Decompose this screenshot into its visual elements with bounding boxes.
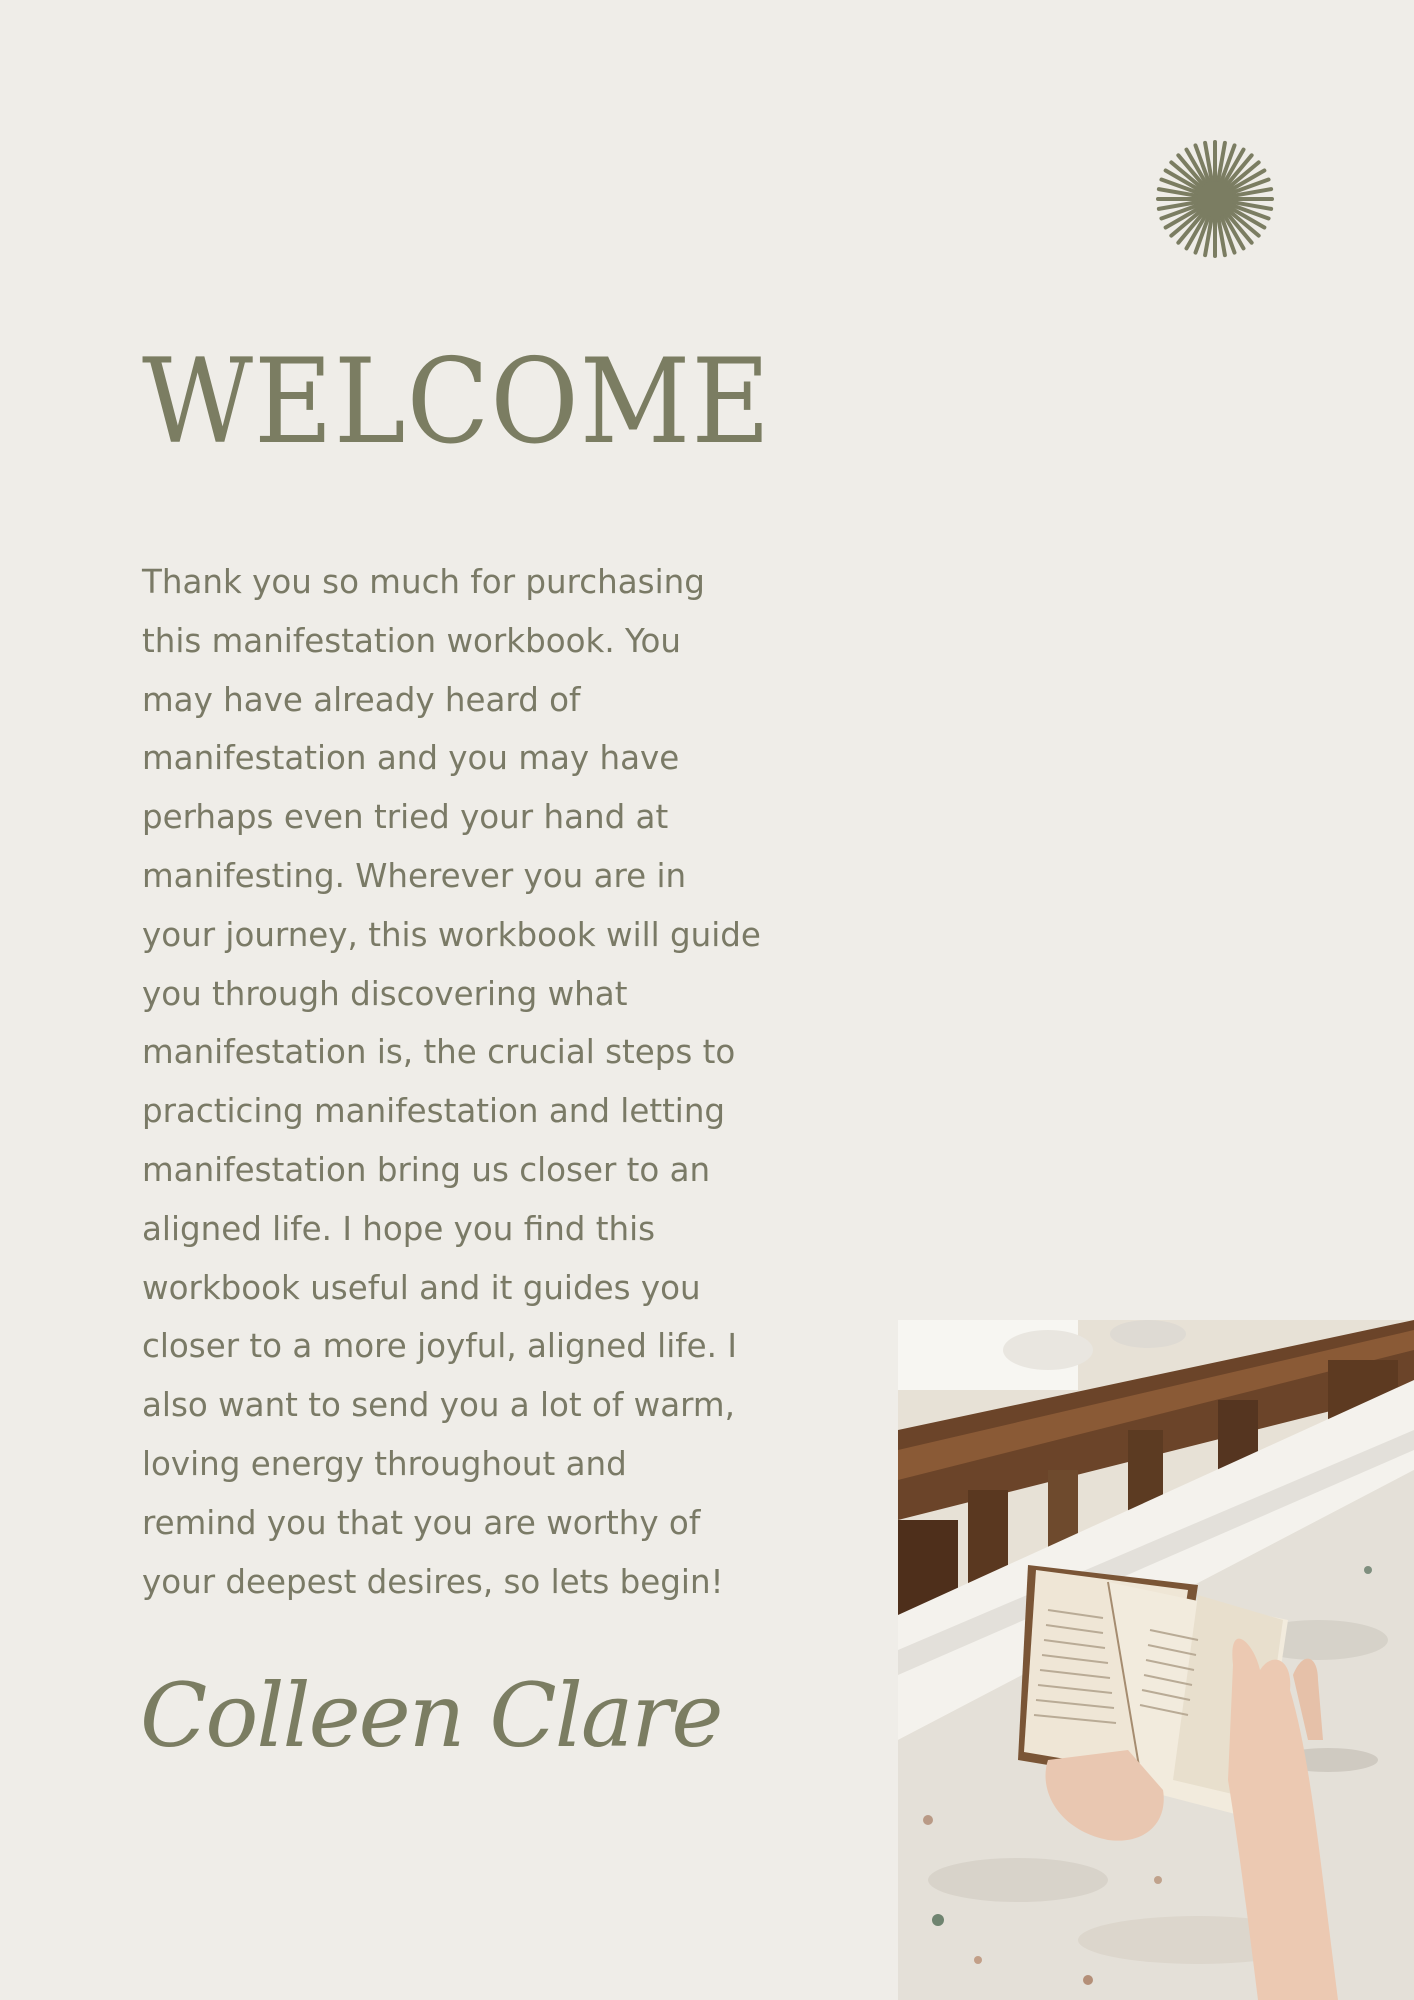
body-line: loving energy throughout and [142,1444,627,1483]
body-line: manifestation bring us closer to an [142,1150,711,1189]
sunburst-icon [1156,140,1274,258]
body-line: manifestation and you may have [142,739,680,778]
body-line: remind you that you are worthy of [142,1503,701,1542]
body-line: aligned life. I hope you find this [142,1209,656,1248]
bath-reading-photo [898,1320,1414,2000]
body-line: your deepest desires, so lets begin! [142,1562,724,1601]
signature: Colleen Clare [140,1664,722,1767]
body-line: practicing manifestation and letting [142,1092,726,1131]
body-line: manifesting. Wherever you are in [142,856,687,895]
body-line: may have already heard of [142,680,581,719]
body-line: Thank you so much for purchasing [142,563,705,601]
body-line: you through discovering what [142,974,628,1013]
body-line: perhaps even tried your hand at [142,798,669,837]
page-title: WELCOME [142,335,772,471]
body-line: manifestation is, the crucial steps to [142,1033,736,1072]
welcome-message [142,553,822,1611]
body-line: closer to a more joyful, aligned life. I [142,1327,737,1366]
body-line: your journey, this workbook will guide [142,915,761,954]
body-line: workbook useful and it guides you [142,1268,701,1307]
body-line: also want to send you a lot of warm, [142,1386,735,1425]
body-line: this manifestation workbook. You [142,621,681,660]
